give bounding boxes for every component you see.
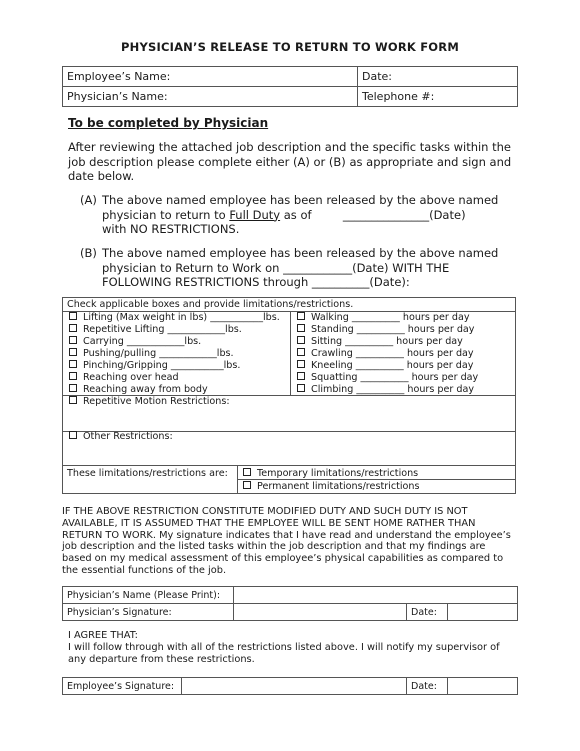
physician-date-label-cell bbox=[407, 604, 448, 621]
employee-name-field[interactable] bbox=[63, 67, 358, 87]
restriction-crawling[interactable]: Crawling __________ hours per day bbox=[297, 348, 478, 360]
limitation-temporary[interactable]: Temporary limitations/restrictions bbox=[243, 468, 418, 480]
full-duty-text: Full Duty bbox=[229, 207, 281, 222]
physician-name-field[interactable] bbox=[63, 87, 358, 107]
restriction-lifting[interactable]: Lifting (Max weight in lbs) ___________lbs. bbox=[69, 312, 280, 324]
option-b-line3-suffix: (Date): bbox=[369, 275, 410, 289]
restriction-carrying[interactable]: Carrying ____________lbs. bbox=[69, 336, 280, 348]
option-b-line2-prefix: physician to Return to Work on bbox=[102, 260, 280, 275]
agreement-text: I will follow through with all of the restrictions listed above. I will notify my supervisor of any departure from these restrictions. bbox=[68, 641, 500, 665]
checkbox[interactable] bbox=[297, 348, 305, 356]
option-b bbox=[80, 246, 520, 290]
intro-paragraph: After reviewing the attached job description and the specific tasks within the job description please complete either (A) or (B) as appropriate and sign and date below. bbox=[68, 140, 512, 183]
physician-date-field[interactable] bbox=[448, 604, 518, 621]
restriction-reaching-over-head[interactable]: Reaching over head bbox=[69, 372, 280, 384]
restriction-standing[interactable]: Standing __________ hours per day bbox=[297, 324, 478, 336]
checkbox[interactable] bbox=[297, 336, 305, 344]
right-restrictions-list bbox=[297, 312, 478, 396]
restrictions-box bbox=[62, 297, 516, 494]
telephone-label: Telephone #: bbox=[362, 90, 435, 103]
checkbox[interactable] bbox=[243, 481, 251, 489]
option-b-line3 bbox=[102, 275, 520, 290]
physician-signature-label-cell bbox=[63, 604, 234, 621]
restriction-walking[interactable]: Walking __________ hours per day bbox=[297, 312, 478, 324]
checkbox[interactable] bbox=[69, 384, 77, 392]
physician-print-name-label-cell bbox=[63, 587, 234, 604]
restriction-sitting[interactable]: Sitting __________ hours per day bbox=[297, 336, 478, 348]
checkbox[interactable] bbox=[297, 372, 305, 380]
telephone-field[interactable] bbox=[358, 87, 518, 107]
physician-date-label: Date: bbox=[411, 606, 437, 618]
option-b-marker: (B) bbox=[80, 246, 97, 260]
checkbox[interactable] bbox=[69, 431, 77, 439]
option-a-line2 bbox=[102, 208, 520, 223]
restriction-pushing-pulling[interactable]: Pushing/pulling ____________lbs. bbox=[69, 348, 280, 360]
option-a-line2-prefix: physician to return to bbox=[102, 207, 230, 222]
checkbox[interactable] bbox=[297, 312, 305, 320]
date-label: Date: bbox=[362, 70, 392, 83]
employee-name-label: Employee’s Name: bbox=[67, 70, 171, 83]
option-a-marker: (A) bbox=[80, 193, 97, 207]
checkbox[interactable] bbox=[69, 336, 77, 344]
restriction-repetitive-lifting[interactable]: Repetitive Lifting ____________lbs. bbox=[69, 324, 280, 336]
employee-signature-label: Employee’s Signature: bbox=[67, 680, 175, 692]
physician-print-name-field[interactable] bbox=[234, 587, 518, 604]
limitations-label: These limitations/restrictions are: bbox=[67, 468, 228, 479]
option-a-line2-suffix: as of bbox=[280, 207, 312, 222]
checkbox[interactable] bbox=[69, 372, 77, 380]
checkbox[interactable] bbox=[297, 324, 305, 332]
section-heading: To be completed by Physician bbox=[68, 116, 269, 130]
physician-signature-table bbox=[62, 586, 518, 621]
employee-date-label-cell bbox=[407, 678, 448, 695]
option-b-line2-suffix: (Date) WITH THE bbox=[352, 260, 450, 275]
physician-signature-label: Physician’s Signature: bbox=[67, 606, 172, 618]
employee-date-field[interactable] bbox=[448, 678, 518, 695]
restriction-squatting[interactable]: Squatting __________ hours per day bbox=[297, 372, 478, 384]
option-b-line2 bbox=[102, 261, 520, 276]
agreement-heading: I AGREE THAT: bbox=[68, 630, 138, 641]
option-a-line3: with NO RESTRICTIONS. bbox=[102, 222, 240, 236]
checkbox[interactable] bbox=[69, 396, 77, 404]
restriction-pinching-gripping[interactable]: Pinching/Gripping ___________lbs. bbox=[69, 360, 280, 372]
option-b-line3-prefix: FOLLOWING RESTRICTIONS through bbox=[102, 275, 309, 289]
restrictions-instruction: Check applicable boxes and provide limitations/restrictions. bbox=[67, 299, 354, 310]
physician-name-label: Physician’s Name: bbox=[67, 90, 168, 103]
limitation-permanent[interactable]: Permanent limitations/restrictions bbox=[243, 481, 419, 493]
restriction-climbing[interactable]: Climbing __________ hours per day bbox=[297, 384, 478, 396]
checkbox[interactable] bbox=[69, 312, 77, 320]
legal-statement: IF THE ABOVE RESTRICTION CONSTITUTE MODIFIED DUTY AND SUCH DUTY IS NOT AVAILABLE, IT IS ASSUMED THAT THE EMPLOYEE WILL BE SENT HOME RATHER THAN RETURN TO WORK. My signature indicates that I have read and understand the employee’s job description and the listed tasks within the job description and that my findings are based on my medical assessment of this employee’s physical capabilities as compared to the essential functions of the job. bbox=[62, 506, 511, 576]
employee-signature-field[interactable] bbox=[182, 678, 407, 695]
physician-print-name-label: Physician’s Name (Please Print): bbox=[67, 589, 221, 601]
checkbox[interactable] bbox=[297, 384, 305, 392]
restriction-repetitive-motion[interactable]: Repetitive Motion Restrictions: bbox=[69, 396, 230, 408]
date-field[interactable] bbox=[358, 67, 518, 87]
option-b-line1: The above named employee has been released by the above named bbox=[102, 246, 499, 260]
form-title: PHYSICIAN’S RELEASE TO RETURN TO WORK FORM bbox=[121, 40, 459, 54]
checkbox[interactable] bbox=[69, 360, 77, 368]
option-a-date-blank[interactable]: _______________ bbox=[342, 207, 430, 222]
restriction-reaching-away[interactable]: Reaching away from body bbox=[69, 384, 280, 396]
option-a-line1: The above named employee has been released by the above named bbox=[102, 193, 499, 207]
option-a-date-label: (Date) bbox=[429, 207, 466, 222]
physician-signature-field[interactable] bbox=[234, 604, 407, 621]
restrictions-through-blank[interactable]: __________ bbox=[311, 275, 370, 289]
employee-signature-table bbox=[62, 677, 518, 695]
checkbox[interactable] bbox=[243, 468, 251, 476]
return-date-blank[interactable]: ____________ bbox=[283, 260, 353, 275]
employee-date-label: Date: bbox=[411, 680, 437, 692]
restriction-other[interactable]: Other Restrictions: bbox=[69, 431, 173, 443]
left-restrictions-list bbox=[69, 312, 280, 396]
option-a bbox=[80, 193, 520, 237]
employee-signature-label-cell bbox=[63, 678, 182, 695]
restriction-kneeling[interactable]: Kneeling __________ hours per day bbox=[297, 360, 478, 372]
checkbox[interactable] bbox=[297, 360, 305, 368]
checkbox[interactable] bbox=[69, 348, 77, 356]
checkbox[interactable] bbox=[69, 324, 77, 332]
employee-info-table bbox=[62, 66, 518, 107]
agreement-section bbox=[68, 630, 518, 665]
